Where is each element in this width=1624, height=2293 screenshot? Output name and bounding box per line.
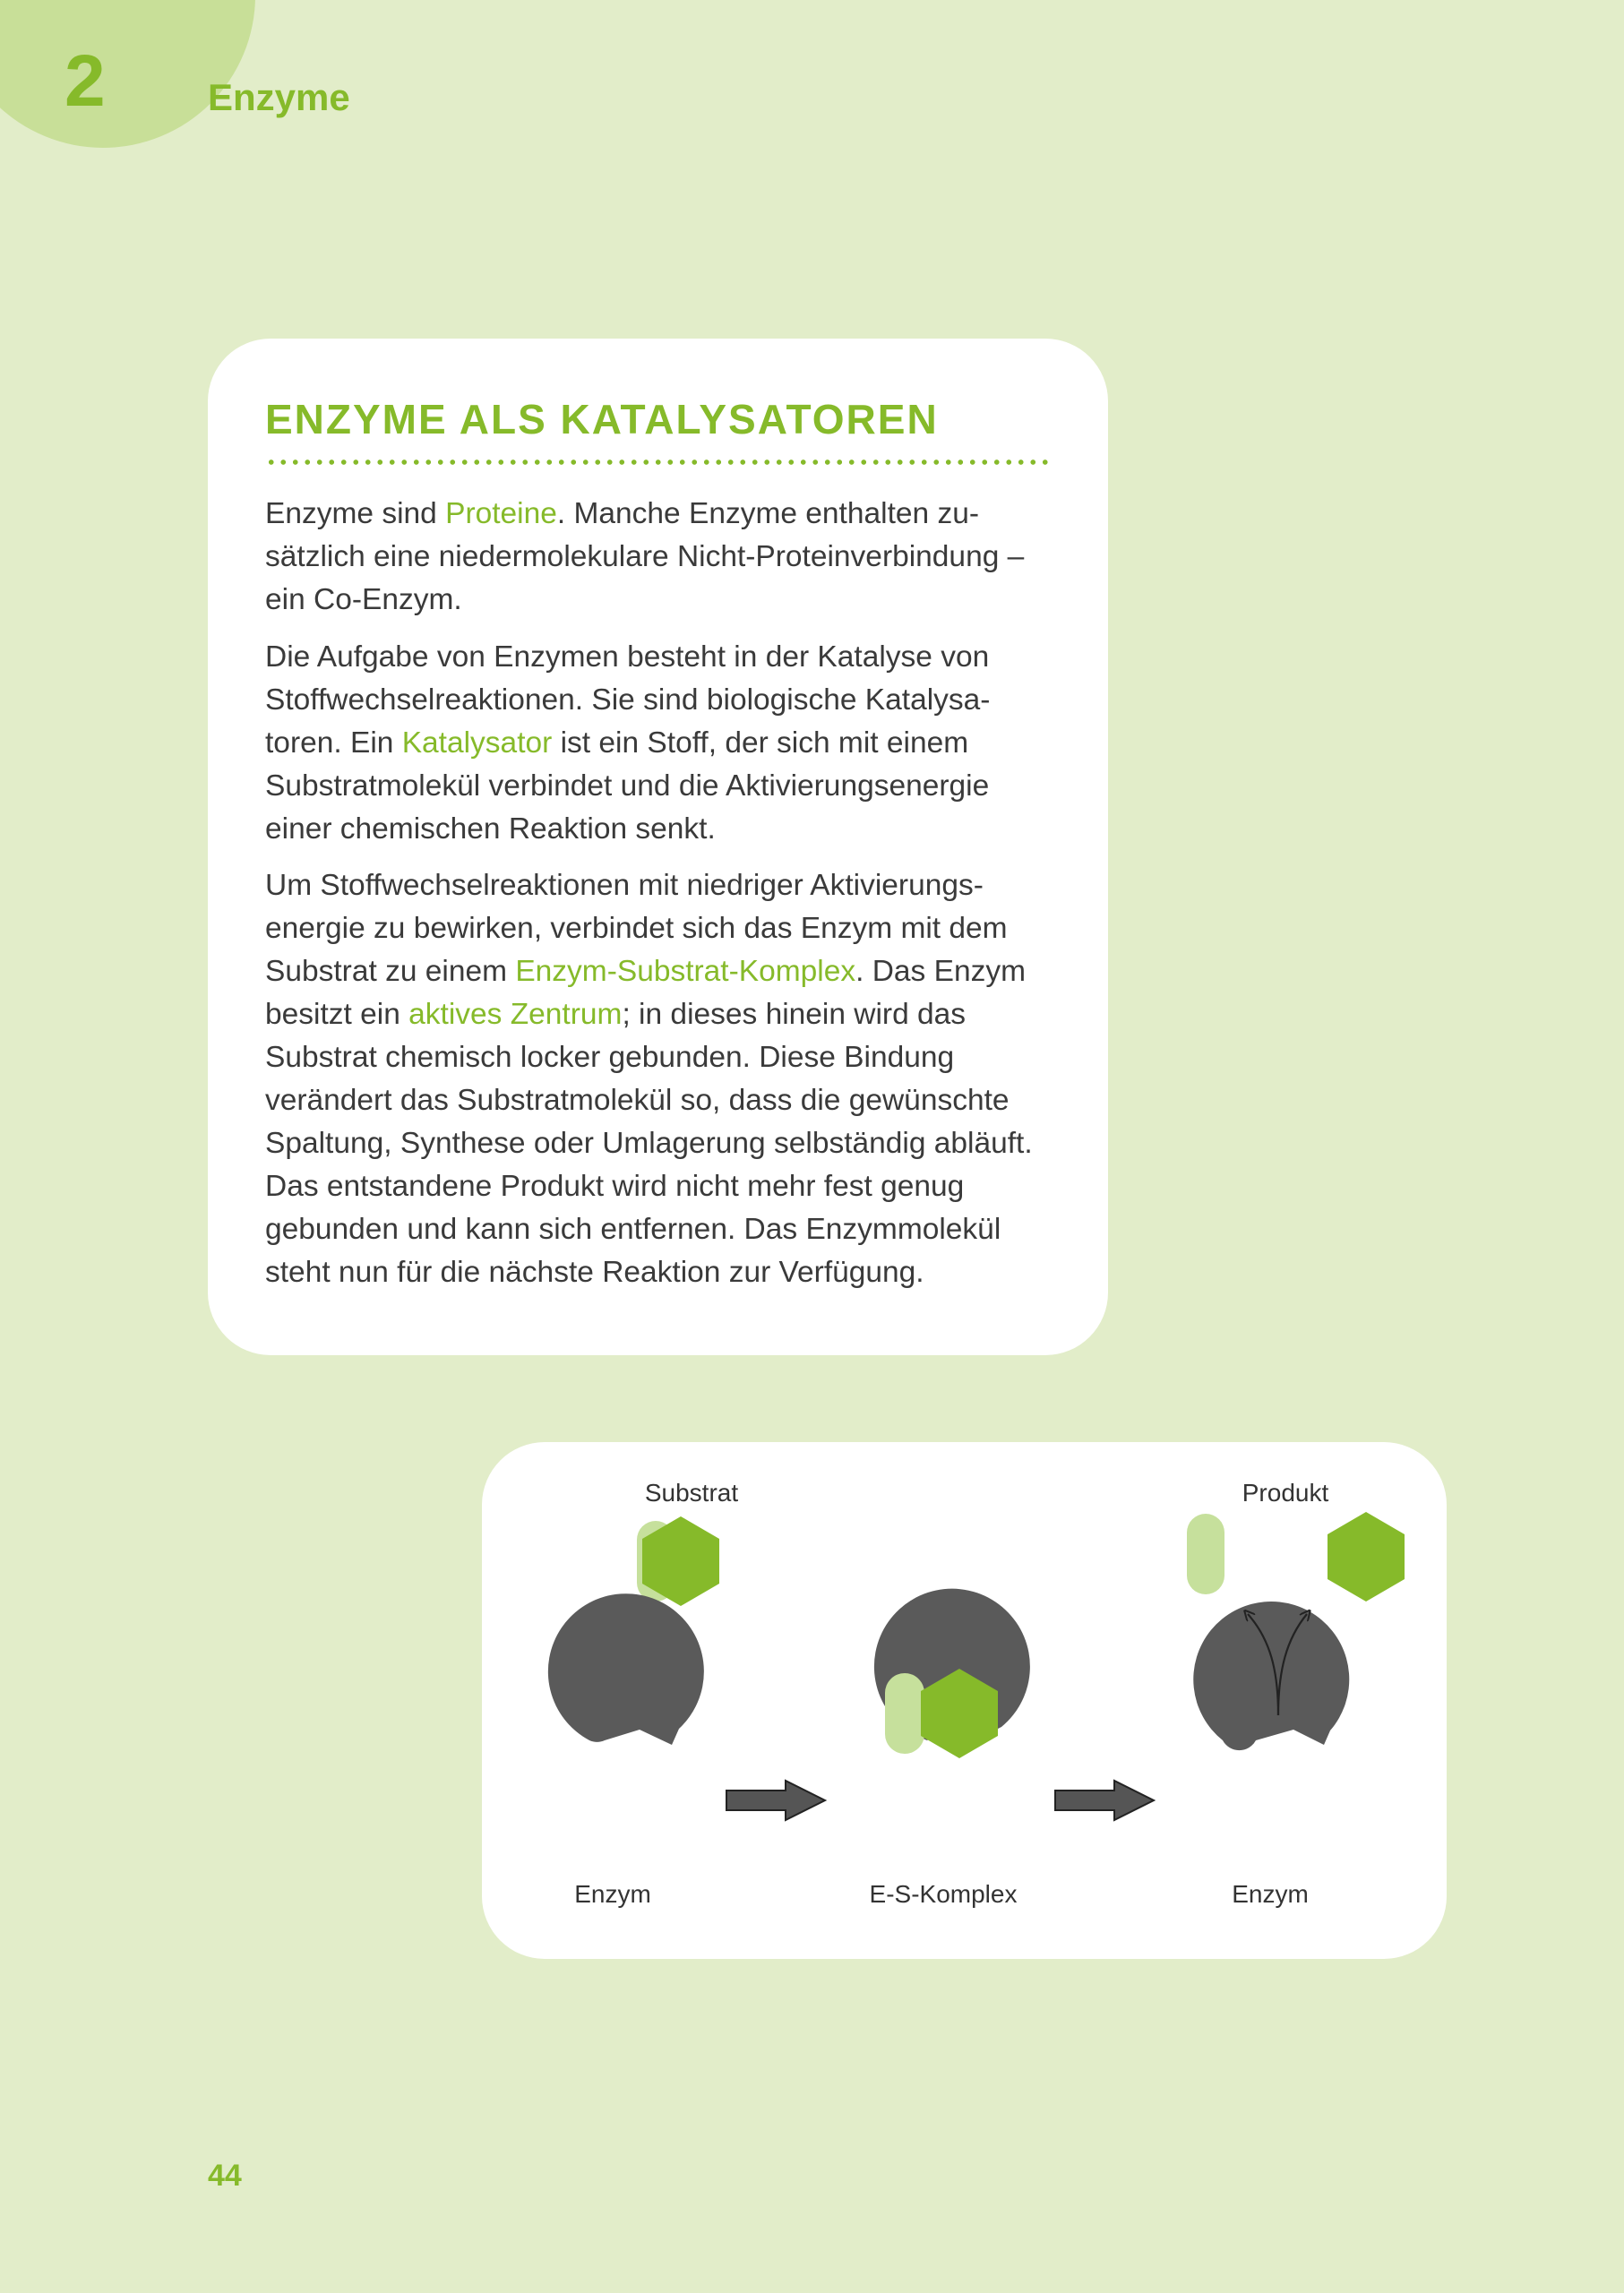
process-arrow-1 (726, 1781, 825, 1820)
text-line: Spaltung, Synthese oder Umlagerung selbständig abläuft. (265, 1127, 1033, 1160)
text-line: Stoffwechselreaktionen. Sie sind biologische Katalysa- (265, 683, 991, 717)
substrat-label: Substrat (644, 1479, 739, 1507)
highlighted-term: Proteine (445, 497, 557, 530)
card-heading: ENZYME ALS KATALYSATOREN (265, 396, 939, 442)
text-line: einer chemischen Reaktion senkt. (265, 812, 716, 846)
text-line: Das entstandene Produkt wird nicht mehr fest genug (265, 1170, 965, 1203)
text-line: besitzt ein aktives Zentrum; in dieses hinein wird das (265, 998, 967, 1031)
paragraph-3 (265, 864, 1053, 1294)
text-line: gebunden und kann sich entfernen. Das Enzymmolekül (265, 1213, 1001, 1246)
es-substrate-light (885, 1673, 924, 1754)
substrate-molecule (637, 1516, 719, 1606)
paragraph-2 (265, 636, 1053, 851)
produkt-label: Produkt (1242, 1479, 1329, 1507)
text-line: sätzlich eine niedermolekulare Nicht-Proteinverbindung – (265, 540, 1025, 573)
text-line: Die Aufgabe von Enzymen besteht in der Katalyse von (265, 640, 990, 674)
enzym-left-label: Enzym (574, 1880, 651, 1908)
text-line: Enzyme sind Proteine. Manche Enzyme enthalten zu- (265, 497, 979, 530)
paragraph-1 (265, 493, 1053, 622)
process-arrow-2 (1055, 1781, 1154, 1820)
highlighted-term: Enzym-Substrat-Komplex (515, 955, 856, 988)
product-hexagon (1328, 1512, 1405, 1602)
dotted-divider (265, 459, 1052, 465)
enzyme-right (1193, 1602, 1349, 1750)
highlighted-term: Katalysator (401, 726, 553, 760)
chapter-title: Enzyme (208, 76, 350, 118)
es-complex (874, 1589, 1030, 1758)
chapter-number: 2 (64, 40, 106, 122)
text-line: ein Co-Enzym. (265, 583, 462, 616)
text-line: Substrat chemisch locker gebunden. Diese Bindung (265, 1041, 955, 1074)
page-number: 44 (208, 2159, 242, 2193)
text-line: verändert das Substratmolekül so, dass die gewünschte (265, 1084, 1010, 1117)
es-komplex-label: E-S-Komplex (869, 1880, 1018, 1908)
highlighted-term: aktives Zentrum (408, 998, 623, 1031)
chapter-circle (0, 0, 255, 148)
text-line: Um Stoffwechselreaktionen mit niedriger Aktivierungs- (265, 869, 984, 902)
enzym-right-label: Enzym (1232, 1880, 1309, 1908)
text-line: steht nun für die nächste Reaktion zur Verfügung. (265, 1256, 924, 1289)
text-line: Substrat zu einem Enzym-Substrat-Komplex. Das Enzym (265, 955, 1026, 988)
enzyme-left (548, 1593, 704, 1745)
text-line: energie zu bewirken, verbindet sich das Enzym mit dem (265, 912, 1008, 945)
product-light-part (1187, 1514, 1224, 1594)
text-line: Substratmolekül verbindet und die Aktivierungsenergie (265, 769, 990, 803)
text-line: toren. Ein Katalysator ist ein Stoff, der sich mit einem (265, 726, 969, 760)
